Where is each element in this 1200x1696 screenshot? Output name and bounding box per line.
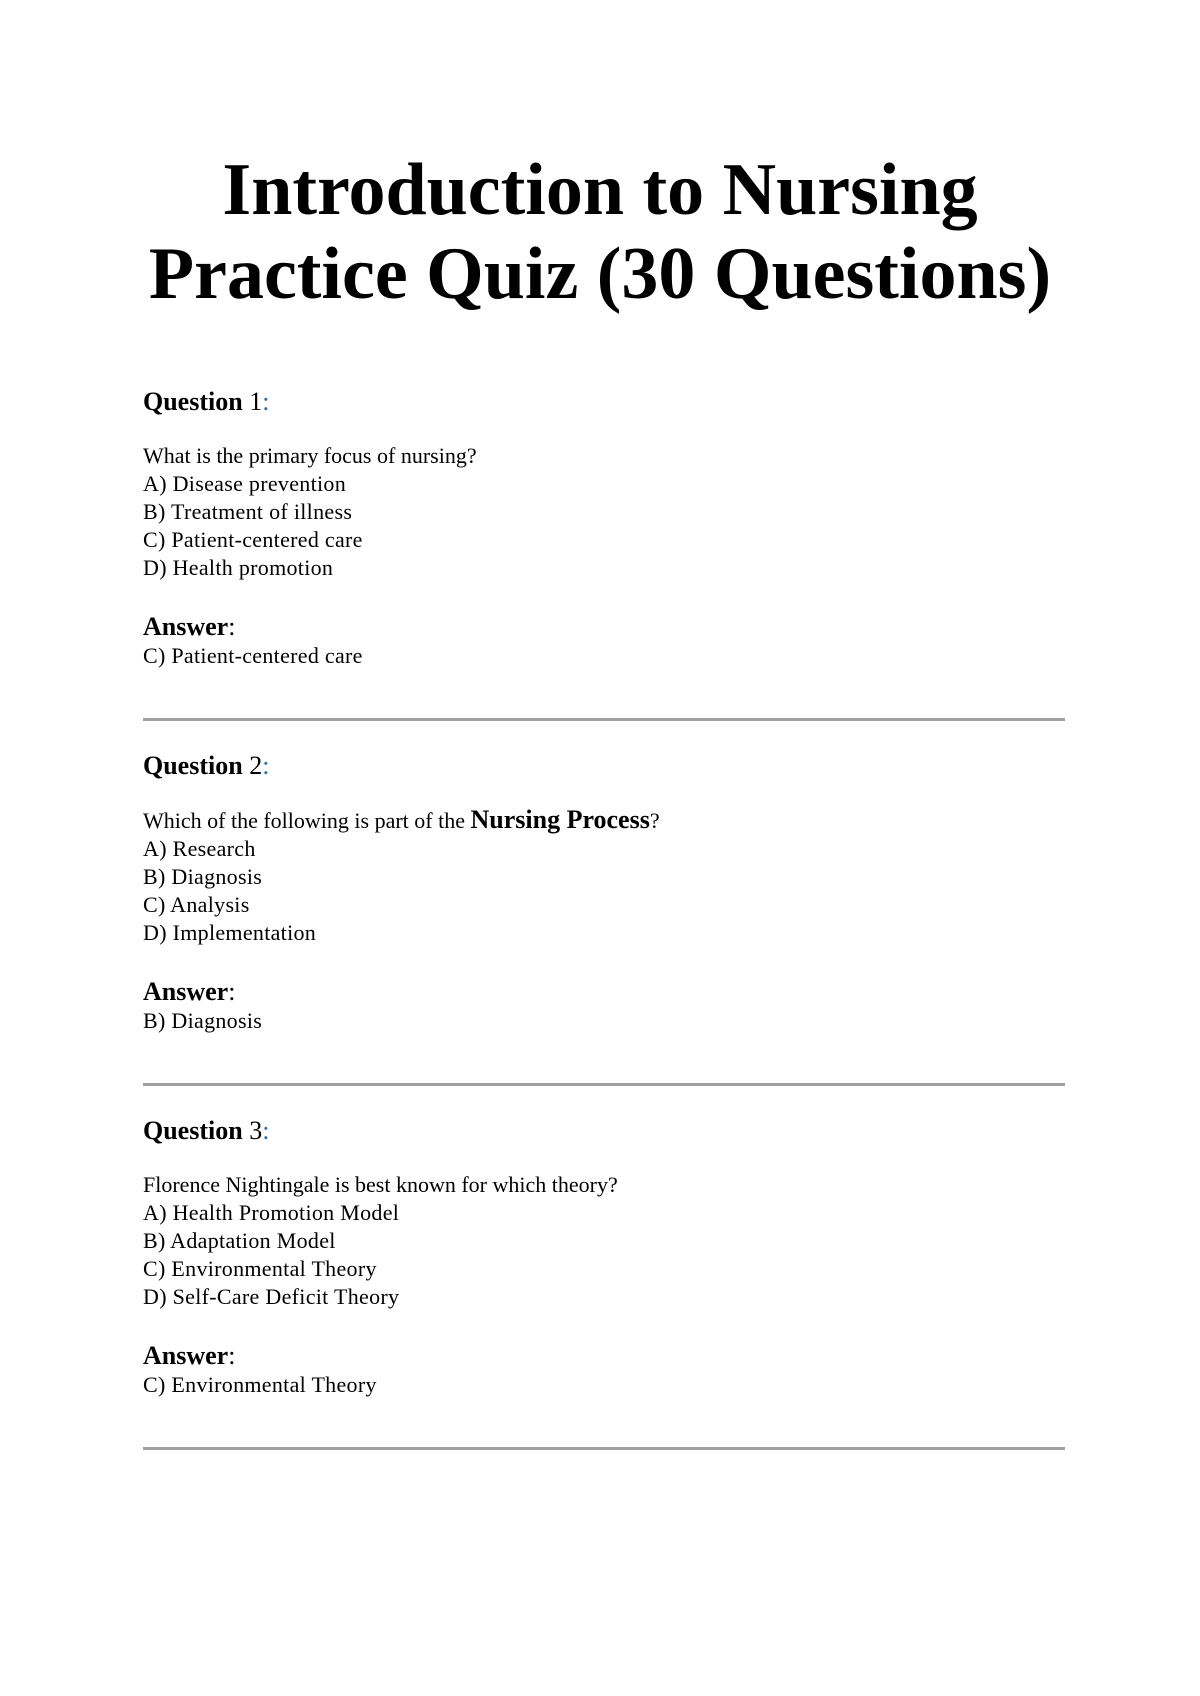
title-line-2: Practice Quiz (30 Questions): [148, 233, 1052, 315]
question-block-2: [143, 748, 1065, 1035]
title-line-1: Introduction to Nursing: [222, 149, 978, 231]
answer-label: Answer: [143, 977, 229, 1006]
question-text-emphasis: Nursing Process: [470, 805, 650, 834]
heading-colon: :: [262, 751, 270, 780]
question-heading: [143, 1113, 1065, 1149]
question-number: 3: [249, 1116, 263, 1145]
option-d: D) Health promotion: [143, 555, 334, 580]
answer-label: Answer: [143, 1341, 229, 1370]
option-a: A) Health Promotion Model: [143, 1200, 400, 1225]
question-heading: [143, 384, 1065, 420]
heading-colon: :: [262, 387, 270, 416]
answer-value: C) Environmental Theory: [143, 1372, 377, 1397]
question-text: [143, 806, 1065, 835]
answer-heading: Answer:: [143, 612, 236, 641]
question-heading: [143, 748, 1065, 784]
question-label: Question: [143, 751, 243, 780]
question-number: 1: [249, 387, 263, 416]
question-block-3: [143, 1113, 1065, 1399]
document-title: [0, 148, 1200, 316]
option-b: B) Diagnosis: [143, 864, 263, 889]
answer-heading: Answer:: [143, 977, 236, 1006]
question-number: 2: [249, 751, 263, 780]
heading-colon: :: [262, 1116, 270, 1145]
option-b: B) Treatment of illness: [143, 499, 353, 524]
answer-heading: Answer:: [143, 1341, 236, 1370]
option-a: A) Research: [143, 836, 256, 861]
section-divider: [143, 1083, 1065, 1086]
question-text-before: Which of the following is part of the: [143, 808, 471, 833]
answer-label: Answer: [143, 612, 229, 641]
question-text-after: ?: [649, 808, 660, 833]
option-c: C) Environmental Theory: [143, 1256, 377, 1281]
answer-value: C) Patient-centered care: [143, 643, 363, 668]
question-text: Florence Nightingale is best known for which theory?: [143, 1172, 618, 1197]
question-label: Question: [143, 1116, 243, 1145]
answer-value: B) Diagnosis: [143, 1008, 263, 1033]
section-divider: [143, 1447, 1065, 1450]
question-text: What is the primary focus of nursing?: [143, 443, 477, 468]
option-a: A) Disease prevention: [143, 471, 347, 496]
option-d: D) Implementation: [143, 920, 317, 945]
question-block-1: [143, 384, 1065, 670]
option-b: B) Adaptation Model: [143, 1228, 336, 1253]
question-label: Question: [143, 387, 243, 416]
option-d: D) Self-Care Deficit Theory: [143, 1284, 400, 1309]
section-divider: [143, 718, 1065, 721]
option-c: C) Patient-centered care: [143, 527, 363, 552]
quiz-content: [143, 384, 1065, 1477]
option-c: C) Analysis: [143, 892, 250, 917]
